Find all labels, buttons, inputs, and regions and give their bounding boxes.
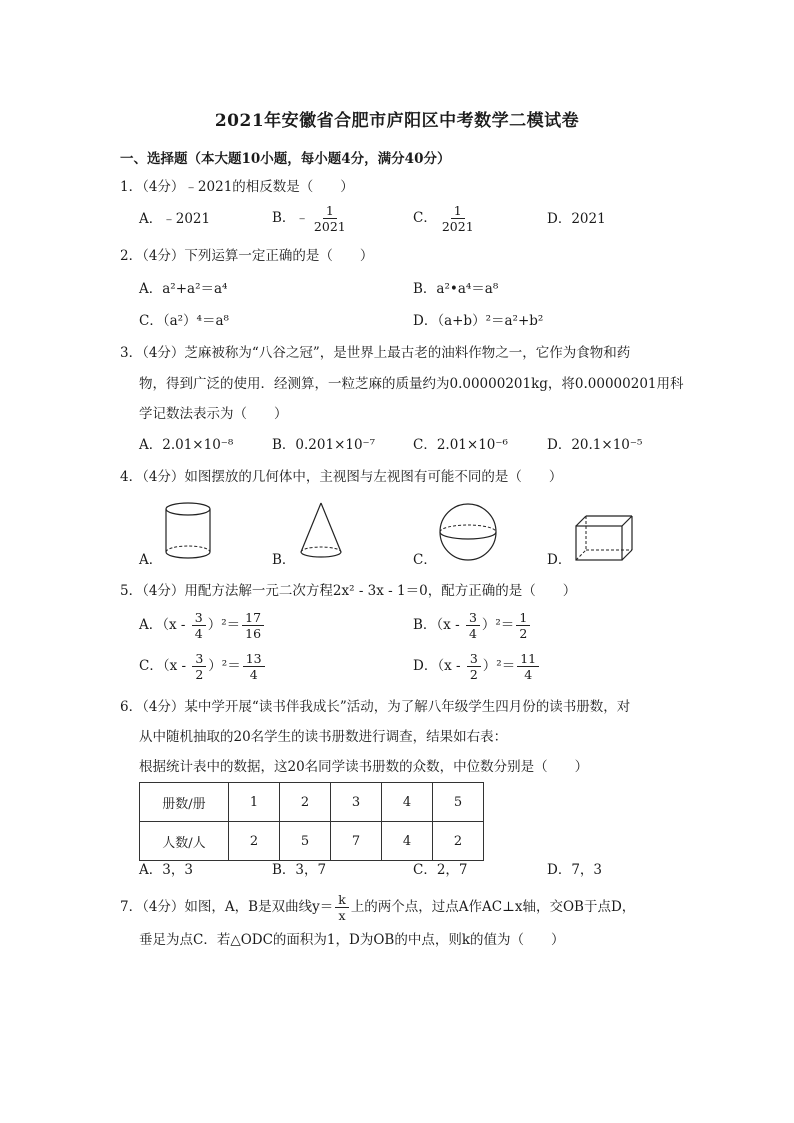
table-cell: 5 [280,822,331,861]
q1-option-b: B．﹣ $\frac{1}{2021}$ [272,203,351,234]
table-cell: 2 [280,783,331,822]
q6-option-c: C．2，7 [413,862,468,878]
q2-option-b: B．a²•a⁴＝a⁸ [413,281,499,297]
q3-option-a: A．2.01×10⁻⁸ [139,437,234,453]
q6-option-d: D．7，3 [547,862,603,878]
q1-option-d: D．2021 [547,211,606,227]
fraction: $\frac{1}{2021}$ [441,203,474,234]
q1-option-a: A．﹣2021 [139,211,211,227]
question-7-line-1: 7．（4分）如图，A，B是双曲线y＝ $\frac{k}{x}$ 上的两个点，过点A作AC⊥x轴，交OB于点D， [120,892,636,923]
q3-option-d: D．20.1×10⁻⁵ [547,437,643,453]
cone-figure [296,500,346,562]
q3-option-b: B．0.201×10⁻⁷ [272,437,376,453]
q5-option-c: C．（x - $\frac{3}{2}$ ）²＝ $\frac{13}{4}$ [139,651,267,682]
table-cell: 1 [229,783,280,822]
table-cell: 7 [331,822,382,861]
table-cell: 4 [382,783,433,822]
question-6-line-2: 从中随机抽取的20名学生的读书册数进行调查，结果如右表： [139,729,508,745]
q5-option-d: D．（x - $\frac{3}{2}$ ）²＝ $\frac{11}{4}$ [413,651,541,682]
table-row [140,822,484,861]
fraction: $\frac{k}{x}$ [335,892,349,923]
q4-option-b-label: B． [272,552,296,568]
question-6-line-3: 根据统计表中的数据，这20名同学读书册数的众数，中位数分别是（ ） [139,759,589,775]
statistics-table [139,782,484,861]
question-5-stem: 5．（4分）用配方法解一元二次方程2x² - 3x - 1＝0，配方正确的是（ ） [120,583,577,599]
q2-option-a: A．a²+a²＝a⁴ [139,281,228,297]
q3-option-c: C．2.01×10⁻⁶ [413,437,508,453]
q5-option-b: B．（x - $\frac{3}{4}$ ）²＝ $\frac{1}{2}$ [413,610,532,641]
fraction: $\frac{1}{2021}$ [313,203,346,234]
q5-option-a: A．（x - $\frac{3}{4}$ ）²＝ $\frac{17}{16}$ [139,610,266,641]
section-heading: 一、选择题（本大题10小题，每小题4分，满分40分） [120,151,451,167]
q1-option-c: C． $\frac{1}{2021}$ [413,203,479,234]
table-cell: 2 [229,822,280,861]
question-4-stem: 4．（4分）如图摆放的几何体中，主视图与左视图有可能不同的是（ ） [120,469,563,485]
q4-option-a-label: A． [139,552,163,568]
question-3-line-3: 学记数法表示为（ ） [139,406,288,422]
q2-option-d: D．（a+b）²＝a²+b² [413,313,544,329]
question-1-stem: 1．（4分）﹣2021的相反数是（ ） [120,179,354,195]
page-title: 2021年安徽省合肥市庐阳区中考数学二模试卷 [214,111,580,131]
table-cell: 册数/册 [140,783,229,822]
table-cell: 5 [433,783,484,822]
cylinder-figure [160,500,216,562]
q6-option-a: A．3，3 [139,862,193,878]
question-3-line-1: 3．（4分）芝麻被称为“八谷之冠”，是世界上最古老的油料作物之一，它作为食物和药 [120,345,631,361]
table-row [140,783,484,822]
table-cell: 4 [382,822,433,861]
q4-option-d-label: D． [547,552,572,568]
question-2-stem: 2．（4分）下列运算一定正确的是（ ） [120,248,374,264]
cuboid-figure [572,512,636,564]
q2-option-c: C．（a²）⁴＝a⁸ [139,313,229,329]
question-7-line-2: 垂足为点C．若△ODC的面积为1，D为OB的中点，则k的值为（ ） [139,932,565,948]
q6-option-b: B．3，7 [272,862,327,878]
table-cell: 人数/人 [140,822,229,861]
q4-option-c-label: C． [413,552,437,568]
question-3-line-2: 物，得到广泛的使用．经测算，一粒芝麻的质量约为0.00000201kg，将0.00000201用科 [139,376,684,392]
table-cell: 3 [331,783,382,822]
question-6-line-1: 6．（4分）某中学开展“读书伴我成长”活动，为了解八年级学生四月份的读书册数，对 [120,699,631,715]
sphere-figure [436,500,500,564]
table-cell: 2 [433,822,484,861]
